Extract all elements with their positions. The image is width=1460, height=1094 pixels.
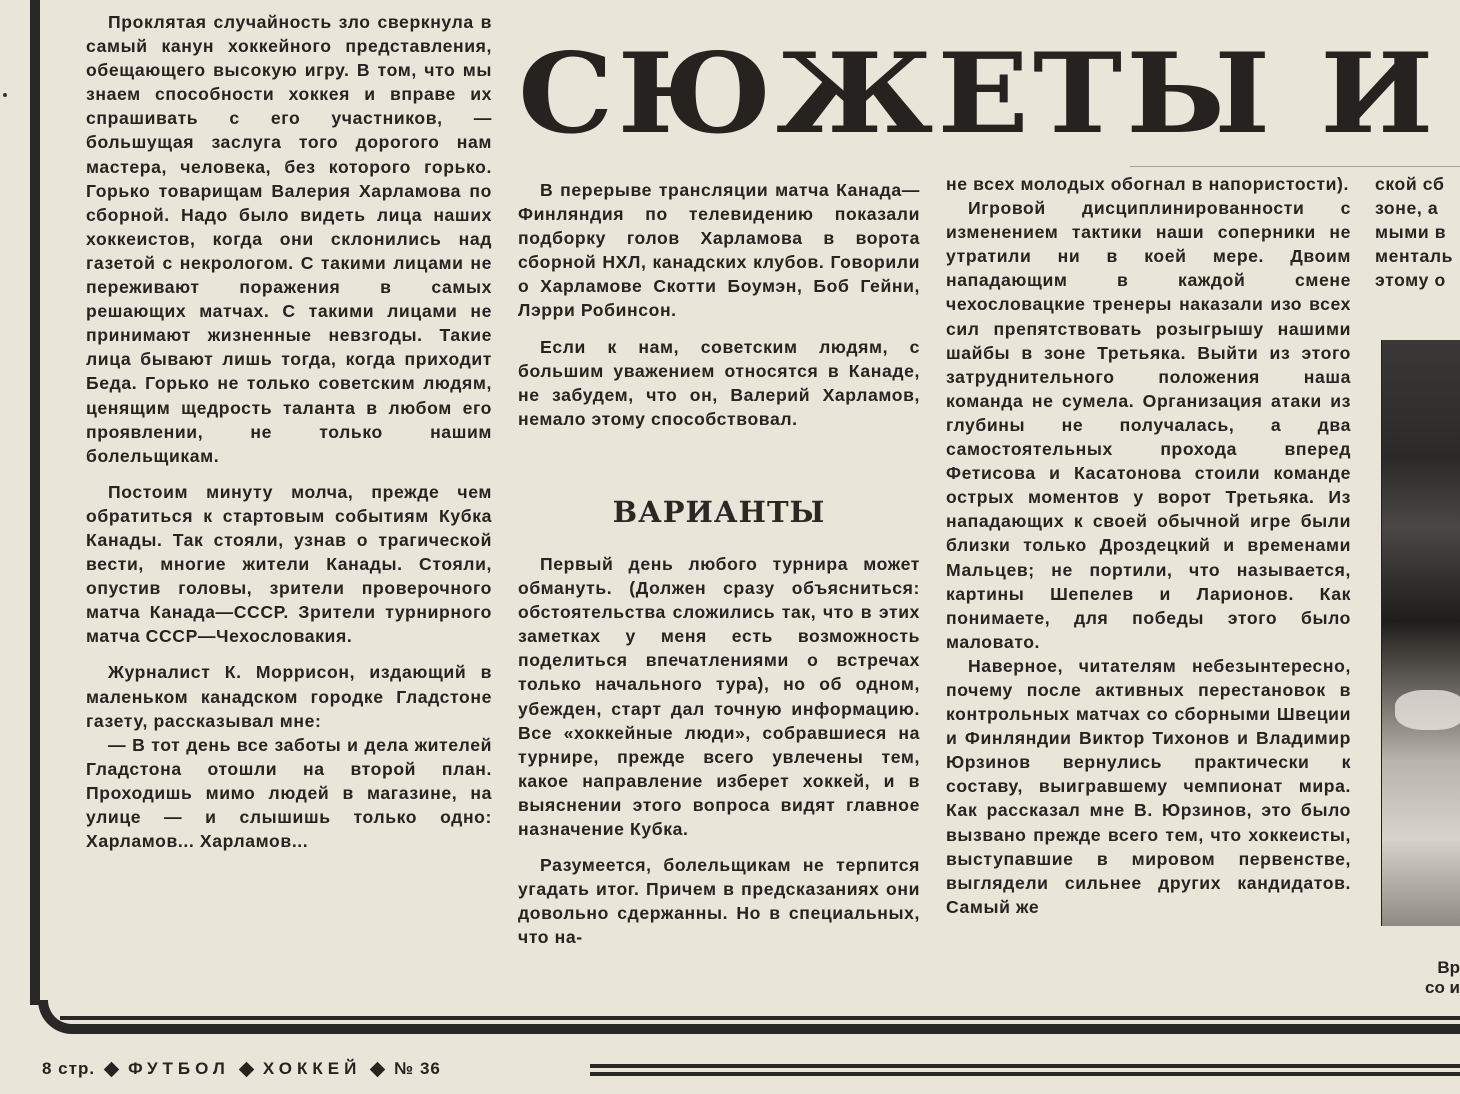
column3-paragraph: не всех молодых обогнал в напористости).: [946, 174, 1349, 194]
section-subhead: ВАРИАНТЫ: [612, 495, 826, 529]
magazine-section: ХОККЕЙ: [262, 1059, 362, 1078]
footer-double-rule: [590, 1064, 1460, 1076]
column4-line: менталь: [1375, 246, 1454, 267]
column4-line: зоне, а: [1375, 198, 1439, 219]
column2-paragraph: В перерыве трансляции матча Канада—Финляндия по телевидению показали подборку голов Харламова в ворота сборной НХЛ, канадских клубов. Говорили о Харламове Скотти Боумэн, Боб Гейни, Лэрри Робинсон.: [518, 180, 920, 321]
page-footer: [42, 1056, 441, 1082]
photo-caption-line: со и: [1424, 978, 1460, 997]
column2-paragraph: Разумеется, болельщикам не терпится угадать итог. Причем в предсказаниях они довольно сдержанны. Но в специальных, что на-: [518, 855, 920, 948]
article-column-3: [946, 172, 1351, 919]
page-number: 8 стр.: [42, 1059, 96, 1078]
column1-paragraph: Постоим минуту молча, прежде чем обратиться к стартовым событиям Кубка Канады. Так стояли, узнав о трагической вести, многие жители Канады. Стояли, опустив головы, зрители проверочного матча Канада—СССР. Зрители турнирного матча СССР—Чехословакия.: [86, 481, 492, 647]
diamond-icon: [239, 1061, 255, 1077]
column3-paragraph: Наверное, читателям небезынтересно, почему после активных перестановок в контрольных матчах со сборными Швеции и Финляндии Виктор Тихонов и Владимир Юрзинов вернулись практически к составу, выигравшему чемпионат мира. Как рассказал мне В. Юрзинов, это было вызвано прежде всего тем, что хоккеисты, выступавшие в мировом первенстве, выглядели сильнее других кандидатов. Самый же: [946, 655, 1351, 917]
column1-paragraph: Проклятая случайность зло сверкнула в самый канун хоккейного представления, обещающего высокую игру. В том, что мы знаем способности хоккея и вправе их спрашивать с его участников, — большущая заслуга того дорогого нам мастера, человека, без которого горько. Горько товарищам Валерия Харламова по сборной. Надо было видеть лица наших хоккеистов, когда они склонились над газетой с некрологом. С такими лицами не переживают поражения в самых решающих матчах. С такими лицами не принимают жизненные невзгоды. Такие лица бывают лишь тогда, когда приходит Беда. Горько не только советским людям, ценящим щедрость таланта в любом его проявлении, не только нашим болельщикам.: [86, 12, 492, 466]
article-column-2-continued: [518, 552, 920, 950]
photo-caption: [1410, 958, 1460, 998]
column4-line: ской сб: [1375, 174, 1445, 194]
column4-line: мыми в: [1375, 222, 1447, 243]
article-column-4-cropped: [1375, 172, 1460, 292]
page-headline: СЮЖЕТЫ И: [518, 30, 1438, 159]
diamond-icon: [104, 1061, 120, 1077]
photo-detail-light: [1395, 690, 1460, 730]
frame-inner-rule: [60, 1016, 1460, 1020]
column2-paragraph: Первый день любого турнира может обмануть. (Должен сразу объясниться: обстоятельства сложились так, что в этих заметках у меня есть возможность поделиться впечатлениями о встречах только начального тура), но об одном, убежден, старт дал точную информацию. Все «хоккейные люди», собравшиеся на турнире, прежде всего увлечены тем, какое направление изберет хоккей, и в выяснении этого вопроса видят главное назначение Кубка.: [518, 554, 920, 840]
column1-paragraph: — В тот день все заботы и дела жителей Гладстона отошли на второй план. Проходишь мимо людей в магазине, на улице — и слышишь только одно: Харламов... Харламов...: [86, 734, 492, 852]
column1-paragraph: Журналист К. Моррисон, издающий в маленьком канадском городке Гладстоне газету, рассказывал мне:: [86, 662, 492, 731]
column2-paragraph: Если к нам, советским людям, с большим уважением относятся в Канаде, не забудем, что он, Валерий Харламов, немало этому способствовал.: [518, 336, 920, 429]
photo-caption-line: Вр: [1437, 958, 1460, 977]
issue-number: № 36: [394, 1059, 441, 1078]
headline-underline: [1130, 166, 1460, 167]
magazine-name: ФУТБОЛ: [128, 1059, 230, 1078]
column4-line: этому о: [1375, 270, 1446, 291]
article-column-2: [518, 178, 920, 431]
print-speck: [3, 93, 7, 97]
article-column-1: [86, 10, 492, 853]
hockey-photo: [1381, 340, 1460, 926]
frame-left-rule: [30, 0, 40, 1005]
diamond-icon: [370, 1061, 386, 1077]
column3-paragraph: Игровой дисциплинированности с изменением тактики наши соперники не утратили ни в коей мере. Двоим нападающим в каждой смене чехословацкие тренеры наказали изо всех сил препятствовать розыгрышу нашими шайбы в зоне Третьяка. Выйти из этого затруднительного положения наша команда не сумела. Организация атаки из глубины не получалась, а два самостоятельных прохода вперед Фетисова и Касатонова стоили команде острых моментов у ворот Третьяка. Из нападающих к своей обычной игре были близки только Дроздецкий и временами Мальцев; не портили, что называется, картины Шепелев и Ларионов. Как понимаете, для победы этого было маловато.: [946, 198, 1351, 652]
